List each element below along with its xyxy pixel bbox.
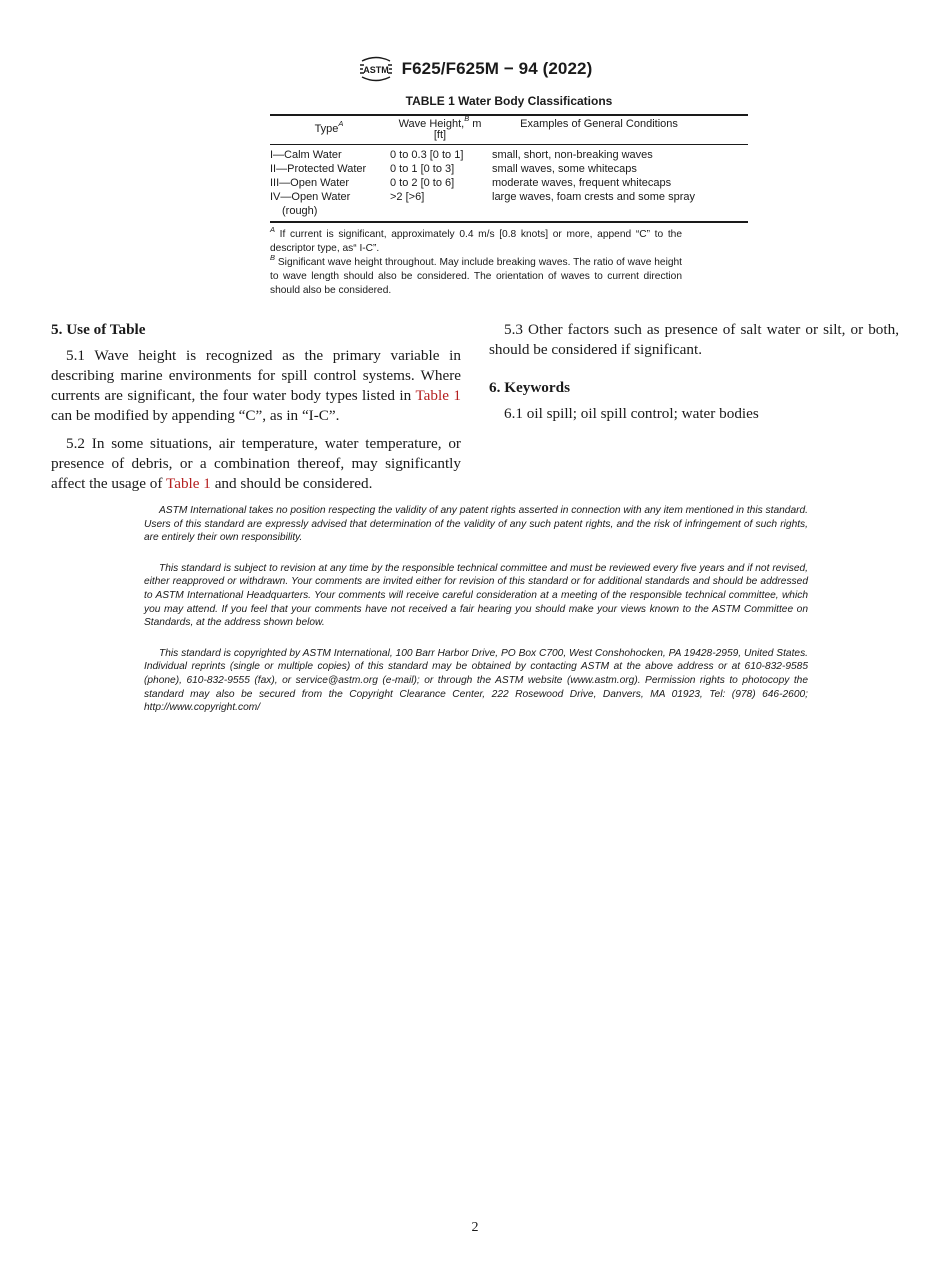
paragraph-5-3: 5.3 Other factors such as presence of salt water or silt, or both, should be considered if significant. (489, 321, 899, 358)
table-row (270, 190, 748, 222)
paragraph-5-1: 5.1 Wave height is recognized as the primary variable in describing marine environments for spill control systems. Where currents are significant, the four water body types listed in Table 1 can be modified by appending “C”, as in “I-C”. (51, 347, 462, 424)
page-number: 2 (471, 1220, 479, 1235)
cell-type: IV—Open Water (rough) (270, 190, 388, 222)
table-row (270, 145, 748, 163)
section-6-heading: 6. Keywords (489, 379, 570, 396)
left-column (51, 320, 461, 502)
cell-type: III—Open Water (270, 177, 350, 189)
cell-height: >2 [>6] (388, 190, 492, 222)
revision-notice: This standard is subject to revision at any time by the responsible technical committee and must be reviewed every five years and if not revised, either reapproved or withdrawn. Your comments are invited either for revision of this standard or for additional standards and should be addressed to ASTM International Headquarters. Your comments will receive careful consideration at a meeting of the responsible technical committee, which you may attend. If you feel that your comments have not received a fair hearing you should make your views known to the ASTM Committee on Standards, at the address shown below. (144, 562, 808, 629)
copyright-notice: This standard is copyrighted by ASTM International, 100 Barr Harbor Drive, PO Box C700, West Conshohocken, PA 19428-2959, United States. Individual reprints (single or multiple copies) of this standard may be obtained by contacting ASTM at the above address or at 610-832-9585 (phone), 610-832-9555 (fax), or service@astm.org (e-mail); or through the ASTM website (www.astm.org). Permission rights to photocopy the standard may also be secured from the Copyright Clearance Center, 222 Rosewood Drive, Danvers, MA 01923, Tel: (978) 646-2600; http://www.copyright.com/ (144, 647, 808, 714)
table-1-link[interactable]: Table 1 (415, 387, 462, 404)
right-column (489, 320, 899, 432)
paragraph-6-1: 6.1 oil spill; oil spill control; water bodies (504, 405, 759, 422)
patent-notice: ASTM International takes no position respecting the validity of any patent rights asserted in connection with any item mentioned in this standard. Users of this standard are expressly advised that determination of the validity of any such patent rights, and the risk of infringement of such rights, are entirely their own responsibility. (144, 505, 808, 544)
water-body-table (270, 114, 748, 223)
header-wave-height: Wave Height,$^B$ m [ft] (388, 115, 492, 145)
table-1-link[interactable]: Table 1 (165, 475, 211, 492)
cell-height: 0 to 1 [0 to 3] (390, 163, 455, 175)
page-header (0, 52, 950, 86)
document-designation: F625/F625M − 94 (2022) (401, 59, 593, 78)
footnote-a: $^A$ If current is significant, approximately 0.4 m/s [0.8 knots] or more, append “C” to the descriptor type, as“ I-C”. (270, 224, 682, 254)
table-footnotes (270, 224, 682, 298)
paragraph-5-2: 5.2 In some situations, air temperature, water temperature, or presence of debris, or a combination thereof, may significantly affect the usage of Table 1 and should be considered. (51, 435, 461, 492)
cell-conditions: small, short, non-breaking waves (492, 149, 653, 161)
table-row (270, 176, 748, 190)
section-5-heading: 5. Use of Table (51, 321, 146, 338)
logo-text: ASTM (362, 65, 389, 75)
table-row (270, 162, 748, 176)
astm-logo-icon (358, 52, 394, 86)
cell-height: 0 to 0.3 [0 to 1] (390, 149, 464, 161)
table-1-block (270, 94, 748, 298)
legal-notices (144, 504, 808, 732)
cell-conditions: moderate waves, frequent whitecaps (492, 177, 672, 189)
cell-type: II—Protected Water (270, 163, 367, 175)
table-header-row (270, 115, 748, 145)
table-title: TABLE 1 Water Body Classifications (405, 94, 613, 108)
header-conditions: Examples of General Conditions (492, 115, 748, 145)
cell-conditions: large waves, foam crests and some spray (492, 190, 748, 222)
cell-type: I—Calm Water (270, 149, 342, 161)
cell-height: 0 to 2 [0 to 6] (390, 177, 455, 189)
cell-conditions: small waves, some whitecaps (492, 163, 637, 175)
footnote-b: $^B$ Significant wave height throughout. May include breaking waves. The ratio of wave height to wave length should also be considered. The orientation of waves to current direction should also be considered. (270, 252, 682, 296)
header-type: Type$^A$ (270, 115, 388, 145)
